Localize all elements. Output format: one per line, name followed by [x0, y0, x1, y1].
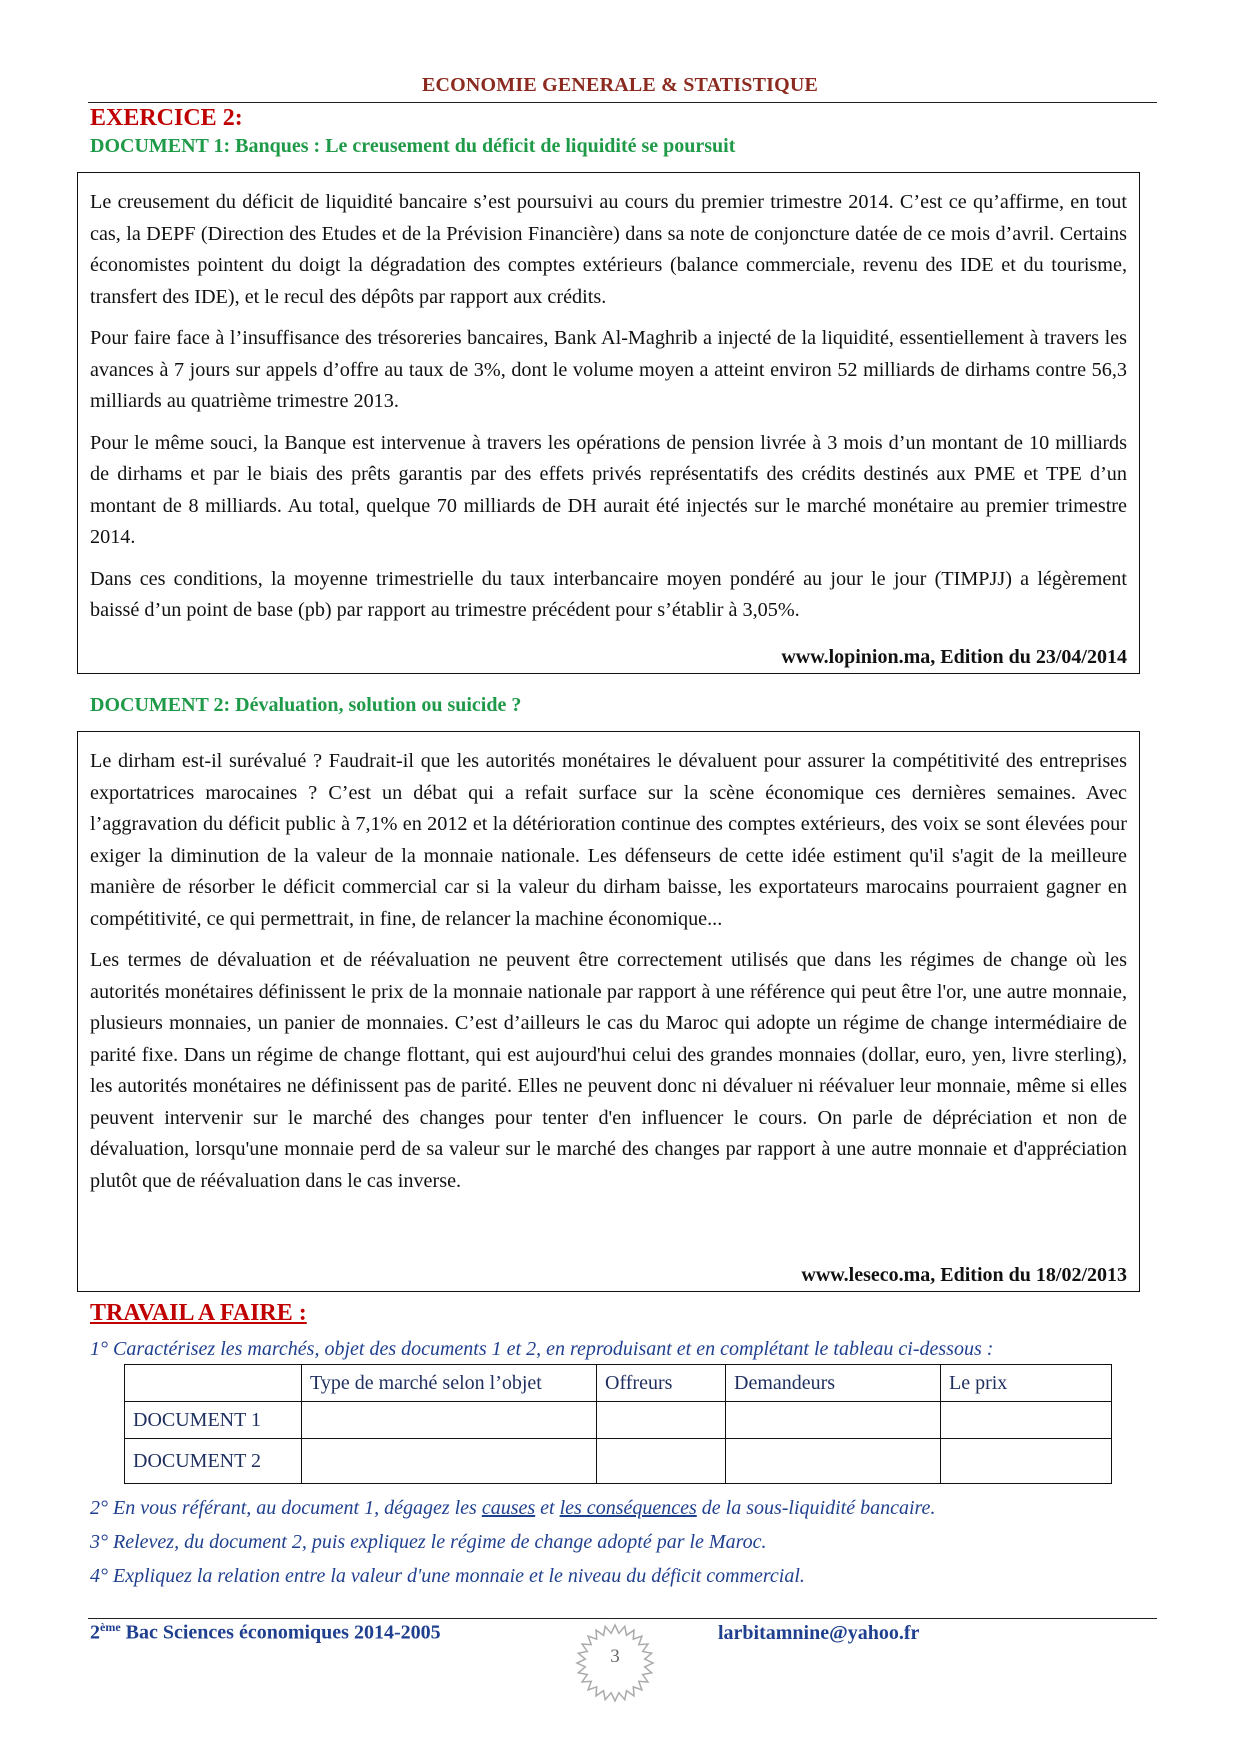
- doc2-box: [77, 731, 1140, 1292]
- question-2: [90, 1497, 935, 1520]
- exercise-title: EXERCICE 2:: [90, 105, 243, 131]
- question-2-causes: causes: [481, 1497, 536, 1519]
- table-header-cell: [125, 1365, 302, 1402]
- table-header-row: [125, 1365, 1112, 1402]
- table-row: [125, 1402, 1112, 1439]
- page-number-badge: [574, 1622, 656, 1704]
- table-cell[interactable]: [941, 1402, 1112, 1439]
- doc1-paragraph-2: Pour faire face à l’insuffisance des trésoreries bancaires, Bank Al-Maghrib a injecté de la liquidité, essentiellement à travers les avances à 7 jours sur appels d’offre au taux de 3%, dont le volume moyen a atteint environ 52 milliards de dirhams contre 56,3 milliards au quatrième trimestre 2013.: [90, 327, 1127, 412]
- table-header-cell: Offreurs: [597, 1365, 726, 1402]
- footer-level: 2: [90, 1621, 100, 1644]
- header-divider: [88, 102, 1157, 103]
- doc1-paragraph-3: Pour le même souci, la Banque est intervenue à travers les opérations de pension livrée à 3 mois d’un montant de 10 milliards de dirhams et par le biais des prêts garantis par des effets privés représentatifs des crédits destinés aux PME et TPE d’un montant de 8 milliards. Au total, quelque 70 milliards de DH aurait été injectés sur le marché monétaire au premier trimestre 2014.: [90, 431, 1127, 548]
- doc1-paragraph-1: Le creusement du déficit de liquidité bancaire s’est poursuivi au cours du premier trimestre 2014. C’est ce qu’affirme, en tout cas, la DEPF (Direction des Etudes et de la Prévision Financière) dans sa note de conjoncture datée de ce mois d’avril. Certains économistes pointent du doigt la dégradation des comptes extérieurs (balance commerciale, revenu des IDE et du tourisme, transfert des IDE), et le recul des dépôts par rapport aux crédits.: [90, 191, 1127, 308]
- table-row-label: DOCUMENT 1: [125, 1402, 302, 1439]
- doc2-source: www.leseco.ma, Edition du 18/02/2013: [801, 1264, 1127, 1286]
- doc2-heading: DOCUMENT 2: Dévaluation, solution ou suicide ?: [90, 694, 522, 716]
- document-header-title: ECONOMIE GENERALE & STATISTIQUE: [421, 74, 819, 96]
- doc1-heading: DOCUMENT 1: Banques : Le creusement du déficit de liquidité se poursuit: [90, 135, 736, 157]
- question-2-consequences: les conséquences: [559, 1497, 697, 1519]
- page-number: 3: [610, 1646, 620, 1667]
- doc2-paragraph-2: Les termes de dévaluation et de réévaluation ne peuvent être correctement utilisés que dans les régimes de change où les autorités monétaires définissent le prix de la monnaie nationale par rapport à une référence qui peut être l'or, une autre monnaie, plusieurs monnaies, un panier de monnaies. C’est d’ailleurs le cas du Maroc qui adopte un régime de change intermédiaire de parité fixe. Dans un régime de change flottant, qui est aujourd'hui celui des grandes monnaies (dollar, euro, yen, livre sterling), les autorités monétaires ne définissent pas de parité. Elles ne peuvent donc ni dévaluer ni réévaluer leur monnaie, même si elles peuvent intervenir sur le marché des changes pour tenter d'en influencer le cours. On parle de dépréciation et non de dévaluation, lorsqu'une monnaie perd de sa valeur sur le marché des changes par rapport à une autre monnaie et d'appréciation plutôt que de réévaluation dans le cas inverse.: [90, 949, 1127, 1192]
- question-4: 4° Expliquez la relation entre la valeur d'une monnaie et le niveau du déficit commercial.: [90, 1565, 805, 1587]
- table-cell[interactable]: [726, 1439, 941, 1484]
- table-header-cell: Le prix: [941, 1365, 1112, 1402]
- question-2-part-b: et: [535, 1497, 560, 1519]
- table-row: [125, 1439, 1112, 1484]
- question-1: 1° Caractérisez les marchés, objet des documents 1 et 2, en reproduisant et en complétant le tableau ci-dessous :: [90, 1338, 994, 1360]
- question-3: 3° Relevez, du document 2, puis expliquez le régime de change adopté par le Maroc.: [90, 1531, 767, 1553]
- table-cell[interactable]: [302, 1439, 597, 1484]
- footer-program-text: Bac Sciences économiques 2014-2005: [120, 1621, 441, 1644]
- market-table: [124, 1364, 1112, 1484]
- table-header-cell: Type de marché selon l’objet: [302, 1365, 597, 1402]
- doc1-source: www.lopinion.ma, Edition du 23/04/2014: [781, 646, 1127, 668]
- table-cell[interactable]: [941, 1439, 1112, 1484]
- question-2-part-a: 2° En vous référant, au document 1, dégagez les: [90, 1497, 482, 1519]
- footer-program: [90, 1620, 441, 1645]
- doc1-paragraph-4: Dans ces conditions, la moyenne trimestrielle du taux interbancaire moyen pondéré au jour le jour (TIMPJJ) a légèrement baissé d’un point de base (pb) par rapport au trimestre précédent pour s’établir à 3,05%.: [90, 567, 1127, 621]
- travail-title: TRAVAIL A FAIRE :: [90, 1300, 307, 1326]
- table-cell[interactable]: [597, 1439, 726, 1484]
- table-header-cell: Demandeurs: [726, 1365, 941, 1402]
- table-row-label: DOCUMENT 2: [125, 1439, 302, 1484]
- question-2-part-c: de la sous-liquidité bancaire.: [696, 1497, 936, 1519]
- table-cell[interactable]: [597, 1402, 726, 1439]
- table-cell[interactable]: [726, 1402, 941, 1439]
- doc2-paragraph-1: Le dirham est-il surévalué ? Faudrait-il que les autorités monétaires le dévaluent pour assurer la compétitivité des entreprises exportatrices marocaines ? C’est un débat qui a refait surface sur la scène économique ces dernières semaines. Avec l’aggravation du déficit public à 7,1% en 2012 et la détérioration continue des comptes extérieurs, des voix se sont élevées pour exiger la diminution de la valeur de la monnaie nationale. Les défenseurs de cette idée estiment qu'il s'agit de la meilleure manière de résorber le déficit commercial car si la valeur du dirham baisse, les exportateurs marocains pourraient gagner en compétitivité, ce qui permettrait, in fine, de relancer la machine économique...: [90, 750, 1127, 930]
- footer-email: larbitamnine@yahoo.fr: [718, 1622, 920, 1644]
- table-cell[interactable]: [302, 1402, 597, 1439]
- footer-divider: [88, 1618, 1157, 1619]
- footer-level-sup: ème: [100, 1620, 121, 1634]
- doc1-box: [77, 172, 1140, 674]
